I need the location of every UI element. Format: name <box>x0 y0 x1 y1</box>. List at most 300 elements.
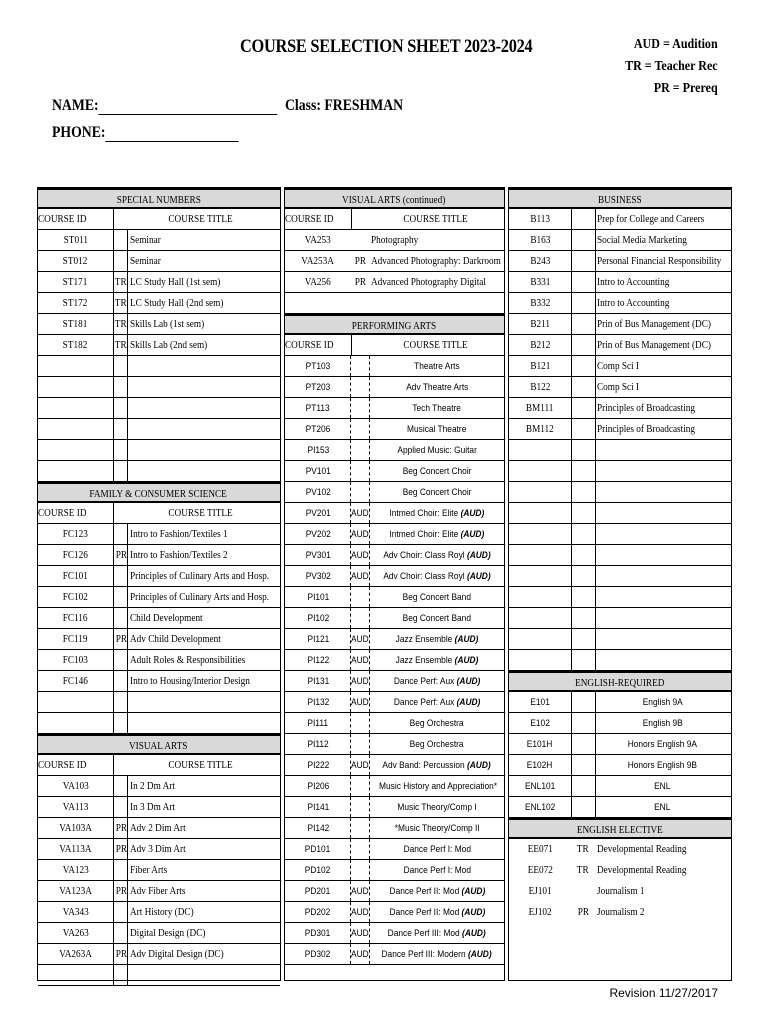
visual-arts-cont-title-header-text: COURSE TITLE <box>403 214 469 225</box>
cell-divider <box>127 230 128 250</box>
family-consumer-science-title-header-text: COURSE TITLE <box>168 508 234 519</box>
visual-arts-id-header-text: COURSE ID <box>38 760 87 771</box>
course-title-main: Beg Concert Band <box>402 592 472 603</box>
cell-divider <box>113 608 114 628</box>
performing-arts-row <box>285 545 504 566</box>
business-course-title-text: Prep for College and Careers <box>597 214 705 225</box>
family-consumer-science-course-title-text: Child Development <box>130 613 203 624</box>
cell-divider <box>595 524 596 544</box>
performing-arts-course-id <box>285 818 351 838</box>
business-course-id <box>509 335 571 355</box>
business-course-id <box>509 209 571 229</box>
cell-divider <box>113 860 114 880</box>
cell-divider <box>595 776 596 796</box>
course-title-main: Music History and Appreciation* <box>379 781 498 792</box>
performing-arts-course-title <box>371 755 503 775</box>
family-consumer-science-code <box>114 671 128 691</box>
visual-arts-cont-header <box>285 188 504 209</box>
business-course-id <box>509 314 571 334</box>
cell-divider <box>571 755 572 775</box>
course-title-main: Musical Theatre <box>407 424 467 435</box>
business-course-id <box>509 377 571 397</box>
performing-arts-course-title <box>371 923 503 943</box>
visual-arts-cont-course-title-text: Photography <box>371 235 419 246</box>
visual-arts-code <box>114 860 128 880</box>
special-numbers-title-header <box>126 209 276 229</box>
business-row <box>509 545 731 566</box>
performing-arts-course-title-text <box>397 797 476 817</box>
audition-tag: (AUD) <box>456 697 481 708</box>
visual-arts-course-id <box>38 818 113 838</box>
visual-arts-title-header-text: COURSE TITLE <box>168 760 234 771</box>
course-title-main: Jazz Ensemble <box>395 655 455 666</box>
english-elective-course-title-text: Developmental Reading <box>597 865 687 876</box>
special-numbers-course-title-text: LC Study Hall (2nd sem) <box>130 298 224 309</box>
visual-arts-row <box>38 881 280 902</box>
cell-divider <box>113 524 114 544</box>
business-row <box>509 629 731 650</box>
english-required-course-title <box>595 734 730 754</box>
cell-divider <box>127 524 128 544</box>
family-consumer-science-code <box>114 650 128 670</box>
visual-arts-row <box>38 902 280 923</box>
family-consumer-science-course-title-text: Adv Child Development <box>130 634 221 645</box>
visual-arts-course-title-text: Art History (DC) <box>130 907 194 918</box>
family-consumer-science-row <box>38 629 280 650</box>
family-consumer-science-row <box>38 692 280 713</box>
english-elective-course-title <box>595 860 732 881</box>
phone-label: PHONE: <box>52 124 106 141</box>
special-numbers-row <box>38 356 280 377</box>
performing-arts-course-id-text: PT103 <box>305 361 331 372</box>
cell-divider <box>571 356 572 376</box>
special-numbers-row <box>38 440 280 461</box>
english-elective-row <box>509 944 731 965</box>
english-elective-row <box>509 881 731 902</box>
business-row <box>509 524 731 545</box>
column-middle <box>284 187 505 981</box>
family-consumer-science-course-title <box>128 587 280 607</box>
special-numbers-course-id-text: ST171 <box>63 277 88 288</box>
cell-divider <box>127 629 128 649</box>
performing-arts-row <box>285 734 504 755</box>
visual-arts-course-title-text: Adv 3 Dim Art <box>130 844 186 855</box>
cell-divider <box>113 755 114 775</box>
performing-arts-course-id-text: PV102 <box>305 487 331 498</box>
performing-arts-course-id-text: PT203 <box>305 382 331 393</box>
performing-arts-code-text: AUD <box>351 655 369 666</box>
english-elective-row <box>509 923 731 944</box>
cell-divider <box>571 230 572 250</box>
cell-divider <box>113 902 114 922</box>
business-row <box>509 461 731 482</box>
business-course-title-text: Principles of Broadcasting <box>597 403 696 414</box>
performing-arts-code <box>351 629 370 649</box>
visual-arts-cont-course-title-text: Advanced Photography Digital <box>371 277 486 288</box>
column-left <box>37 187 281 981</box>
business-course-id <box>509 356 571 376</box>
special-numbers-course-id <box>38 251 113 271</box>
performing-arts-row <box>285 902 504 923</box>
cell-divider <box>595 650 596 670</box>
performing-arts-course-id <box>285 629 351 649</box>
performing-arts-course-title-text <box>379 776 497 796</box>
performing-arts-course-title-text <box>394 671 480 691</box>
visual-arts-course-id-text: VA263A <box>59 949 92 960</box>
cell-divider <box>595 377 596 397</box>
english-elective-header-label <box>509 820 730 837</box>
special-numbers-header-label <box>38 190 279 207</box>
business-course-id <box>509 230 571 250</box>
performing-arts-course-id-text: PD201 <box>305 886 331 897</box>
visual-arts-course-id <box>38 902 113 922</box>
cell-divider <box>571 524 572 544</box>
english-elective-course-id-text: EE072 <box>527 865 553 876</box>
special-numbers-course-id-text: ST181 <box>63 319 88 330</box>
english-required-course-title <box>595 797 730 817</box>
english-elective-row <box>509 902 731 923</box>
english-elective-course-title <box>595 839 732 860</box>
cell-divider <box>113 335 114 355</box>
visual-arts-course-id-text: VA103A <box>59 823 92 834</box>
visual-arts-row <box>38 923 280 944</box>
revision-note: Revision 11/27/2017 <box>609 986 718 1000</box>
performing-arts-course-title <box>371 860 503 880</box>
cell-divider <box>113 398 114 418</box>
cell-divider <box>113 377 114 397</box>
business-course-title <box>595 293 732 313</box>
family-consumer-science-course-id <box>38 524 113 544</box>
cell-divider <box>113 251 114 271</box>
performing-arts-course-title-text <box>403 839 470 859</box>
special-numbers-code <box>114 230 128 250</box>
performing-arts-course-id <box>285 734 351 754</box>
cell-divider <box>127 671 128 691</box>
special-numbers-course-title-text: Skills Lab (1st sem) <box>130 319 205 330</box>
course-title-main: Dance Perf I: Mod <box>403 865 471 876</box>
english-elective-code <box>571 881 595 902</box>
course-title-main: Adv Choir: Class Royl <box>383 571 467 582</box>
performing-arts-code-text: AUD <box>351 571 369 582</box>
cell-divider <box>571 545 572 565</box>
english-elective-course-title <box>595 881 732 902</box>
cell-divider <box>127 293 128 313</box>
cell-divider <box>113 566 114 586</box>
performing-arts-course-id <box>285 671 351 691</box>
performing-arts-header-label <box>285 316 503 333</box>
family-consumer-science-course-id-text: FC126 <box>62 550 89 561</box>
visual-arts-code <box>114 944 128 964</box>
cell-divider <box>571 377 572 397</box>
business-course-id-text: B211 <box>530 319 550 330</box>
visual-arts-course-id <box>38 944 113 964</box>
family-consumer-science-row <box>38 545 280 566</box>
cell-divider <box>127 356 128 376</box>
english-required-course-title-text: ENL <box>654 781 671 792</box>
cell-divider <box>571 713 572 733</box>
family-consumer-science-course-id <box>38 650 113 670</box>
visual-arts-code-text: PR <box>115 844 127 855</box>
performing-arts-code <box>351 776 370 796</box>
visual-arts-course-id-text: VA103 <box>62 781 89 792</box>
special-numbers-code-text: TR <box>115 319 127 330</box>
family-consumer-science-row <box>38 524 280 545</box>
visual-arts-row <box>38 797 280 818</box>
performing-arts-code <box>351 797 370 817</box>
cell-divider <box>113 671 114 691</box>
visual-arts-cont-course-id <box>285 230 351 250</box>
visual-arts-cont-row <box>285 230 504 251</box>
performing-arts-course-title <box>371 461 503 481</box>
family-consumer-science-course-title <box>128 566 280 586</box>
legend-pr: PR = Prereq <box>654 81 718 96</box>
legend <box>625 34 718 100</box>
legend-tr: TR = Teacher Rec <box>625 59 718 74</box>
english-required-course-title <box>595 692 730 712</box>
performing-arts-course-id-text: PV302 <box>305 571 331 582</box>
cell-divider <box>595 545 596 565</box>
performing-arts-row <box>285 503 504 524</box>
visual-arts-course-id <box>38 860 113 880</box>
visual-arts-cont-code-text: PR <box>354 277 366 288</box>
english-elective-course-id <box>509 839 571 860</box>
performing-arts-code-text: AUD <box>351 949 369 960</box>
name-label: NAME: <box>52 97 99 114</box>
performing-arts-row <box>285 839 504 860</box>
visual-arts-title-header <box>126 755 276 775</box>
special-numbers-course-id-text: ST182 <box>63 340 88 351</box>
audition-tag: (AUD) <box>460 508 485 519</box>
audition-tag: (AUD) <box>468 949 493 960</box>
performing-arts-title-header-text: COURSE TITLE <box>403 340 469 351</box>
visual-arts-code <box>114 797 128 817</box>
performing-arts-code <box>351 923 370 943</box>
family-consumer-science-course-title-text: Intro to Housing/Interior Design <box>130 676 250 687</box>
special-numbers-course-id <box>38 314 113 334</box>
family-consumer-science-course-title <box>128 608 280 628</box>
english-elective-code-text: TR <box>577 865 589 876</box>
phone-input-line[interactable] <box>106 125 239 142</box>
english-required-course-title-text: ENL <box>654 802 671 813</box>
family-consumer-science-code <box>114 587 128 607</box>
business-course-id-text: B331 <box>529 277 551 288</box>
performing-arts-title-header <box>369 335 503 355</box>
business-course-title <box>595 398 732 418</box>
family-consumer-science-course-title-text: Principles of Culinary Arts and Hosp. <box>130 592 270 603</box>
cell-divider <box>127 818 128 838</box>
english-elective-course-id <box>509 860 571 881</box>
visual-arts-course-title <box>128 881 280 901</box>
performing-arts-course-id <box>285 839 351 859</box>
cell-divider <box>595 713 596 733</box>
performing-arts-row <box>285 944 504 965</box>
english-required-course-id-text: ENL101 <box>524 781 556 792</box>
cell-divider <box>127 776 128 796</box>
cell-divider <box>127 881 128 901</box>
business-course-id-text: B332 <box>529 298 551 309</box>
business-row <box>509 503 731 524</box>
performing-arts-code <box>351 524 370 544</box>
english-required-row <box>509 734 731 755</box>
performing-arts-course-title-text <box>388 923 486 943</box>
visual-arts-course-id-text: VA123 <box>62 865 89 876</box>
cell-divider <box>113 314 114 334</box>
performing-arts-row <box>285 881 504 902</box>
special-numbers-row <box>38 230 280 251</box>
performing-arts-course-title <box>371 503 503 523</box>
performing-arts-row <box>285 923 504 944</box>
family-consumer-science-course-title <box>128 629 280 649</box>
performing-arts-course-title-text <box>383 755 491 775</box>
english-required-row <box>509 776 731 797</box>
performing-arts-course-id-text: PI141 <box>307 802 329 813</box>
performing-arts-row <box>285 377 504 398</box>
legend-aud: AUD = Audition <box>634 37 718 52</box>
cell-divider <box>595 398 596 418</box>
cell-divider <box>113 839 114 859</box>
cell-divider <box>127 944 128 964</box>
special-numbers-row <box>38 398 280 419</box>
performing-arts-course-title <box>371 398 503 418</box>
performing-arts-course-id <box>285 923 351 943</box>
performing-arts-course-id <box>285 482 351 502</box>
family-consumer-science-course-id <box>38 608 113 628</box>
business-course-id-text: B121 <box>529 361 551 372</box>
performing-arts-course-id-text: PD102 <box>305 865 331 876</box>
cell-divider <box>113 356 114 376</box>
cell-divider <box>113 797 114 817</box>
business-row <box>509 272 731 293</box>
english-required-course-id <box>509 755 571 775</box>
performing-arts-row <box>285 566 504 587</box>
visual-arts-course-title <box>128 923 280 943</box>
performing-arts-course-title <box>371 587 503 607</box>
visual-arts-cont-title-header <box>369 209 503 229</box>
performing-arts-row <box>285 419 504 440</box>
special-numbers-course-id-text: ST012 <box>63 256 88 267</box>
special-numbers-code-text: TR <box>115 277 127 288</box>
performing-arts-code <box>351 692 370 712</box>
family-consumer-science-header-label-text: FAMILY & CONSUMER SCIENCE <box>89 489 228 500</box>
performing-arts-course-id <box>285 860 351 880</box>
business-course-id-text: B163 <box>529 235 551 246</box>
cell-divider <box>571 398 572 418</box>
course-title-main: Theatre Arts <box>414 361 460 372</box>
performing-arts-course-title-text <box>395 818 480 838</box>
performing-arts-code <box>351 503 370 523</box>
performing-arts-id-header <box>285 335 351 355</box>
performing-arts-course-id-text: PI122 <box>307 655 329 666</box>
family-consumer-science-code-text: PR <box>115 634 127 645</box>
performing-arts-course-id-text: PD101 <box>305 844 331 855</box>
special-numbers-course-id <box>38 293 113 313</box>
visual-arts-course-id-text: VA263 <box>62 928 89 939</box>
performing-arts-course-title <box>371 629 503 649</box>
english-elective-course-id <box>509 902 571 923</box>
english-required-course-id-text: E101H <box>527 739 553 750</box>
performing-arts-course-title <box>371 608 503 628</box>
cell-divider <box>113 965 114 985</box>
performing-arts-course-id <box>285 692 351 712</box>
family-consumer-science-row <box>38 587 280 608</box>
performing-arts-course-id-text: PI121 <box>307 634 329 645</box>
special-numbers-code-text: TR <box>115 298 127 309</box>
performing-arts-code <box>351 860 370 880</box>
visual-arts-code <box>114 839 128 859</box>
performing-arts-course-id <box>285 566 351 586</box>
english-required-header-label <box>509 673 730 690</box>
visual-arts-id-header <box>38 755 113 775</box>
performing-arts-course-id <box>285 377 351 397</box>
english-required-course-id <box>509 797 571 817</box>
cell-divider <box>127 587 128 607</box>
performing-arts-course-title-text <box>383 566 490 586</box>
performing-arts-course-title-text <box>394 692 480 712</box>
performing-arts-course-title-text <box>389 881 485 901</box>
visual-arts-code <box>114 881 128 901</box>
family-consumer-science-row <box>38 671 280 692</box>
cell-divider <box>127 377 128 397</box>
visual-arts-cont-id-header-text: COURSE ID <box>285 214 334 225</box>
cell-divider <box>595 797 596 817</box>
performing-arts-course-id <box>285 797 351 817</box>
business-course-title <box>595 314 732 334</box>
cell-divider <box>113 209 114 229</box>
business-course-id-text: B212 <box>529 340 551 351</box>
performing-arts-row <box>285 608 504 629</box>
cell-divider <box>113 923 114 943</box>
visual-arts-course-id-text: VA113A <box>59 844 92 855</box>
english-required-course-id-text: E102 <box>530 718 550 729</box>
visual-arts-course-title <box>128 902 280 922</box>
cell-divider <box>595 272 596 292</box>
cell-divider <box>571 335 572 355</box>
family-consumer-science-course-title <box>128 524 280 544</box>
visual-arts-course-title-text: Adv Fiber Arts <box>130 886 186 897</box>
performing-arts-course-id-text: PI101 <box>307 592 329 603</box>
performing-arts-course-id <box>285 524 351 544</box>
family-consumer-science-course-id-text: FC102 <box>62 592 89 603</box>
performing-arts-row <box>285 461 504 482</box>
special-numbers-row <box>38 314 280 335</box>
cell-divider <box>571 692 572 712</box>
performing-arts-course-title-text <box>406 377 468 397</box>
business-row <box>509 377 731 398</box>
name-input-line[interactable] <box>99 98 278 115</box>
course-title-main: Applied Music: Guitar <box>397 445 477 456</box>
cell-divider <box>571 503 572 523</box>
performing-arts-course-id-text: PI142 <box>307 823 329 834</box>
performing-arts-code <box>351 755 370 775</box>
visual-arts-code <box>114 923 128 943</box>
performing-arts-row <box>285 797 504 818</box>
performing-arts-course-id-text: PV101 <box>305 466 331 477</box>
special-numbers-code <box>114 335 128 355</box>
visual-arts-cont-course-id-text: VA256 <box>304 277 332 288</box>
performing-arts-course-id <box>285 608 351 628</box>
performing-arts-code-text: AUD <box>351 760 369 771</box>
family-consumer-science-header <box>38 482 280 503</box>
family-consumer-science-course-id <box>38 545 113 565</box>
performing-arts-course-title-text <box>390 524 485 544</box>
cell-divider <box>127 566 128 586</box>
performing-arts-code <box>351 545 370 565</box>
course-title-main: *Music Theory/Comp II <box>394 823 480 834</box>
performing-arts-course-title <box>371 566 503 586</box>
business-row <box>509 314 731 335</box>
performing-arts-course-title-text <box>403 608 471 628</box>
english-required-row <box>509 797 731 818</box>
